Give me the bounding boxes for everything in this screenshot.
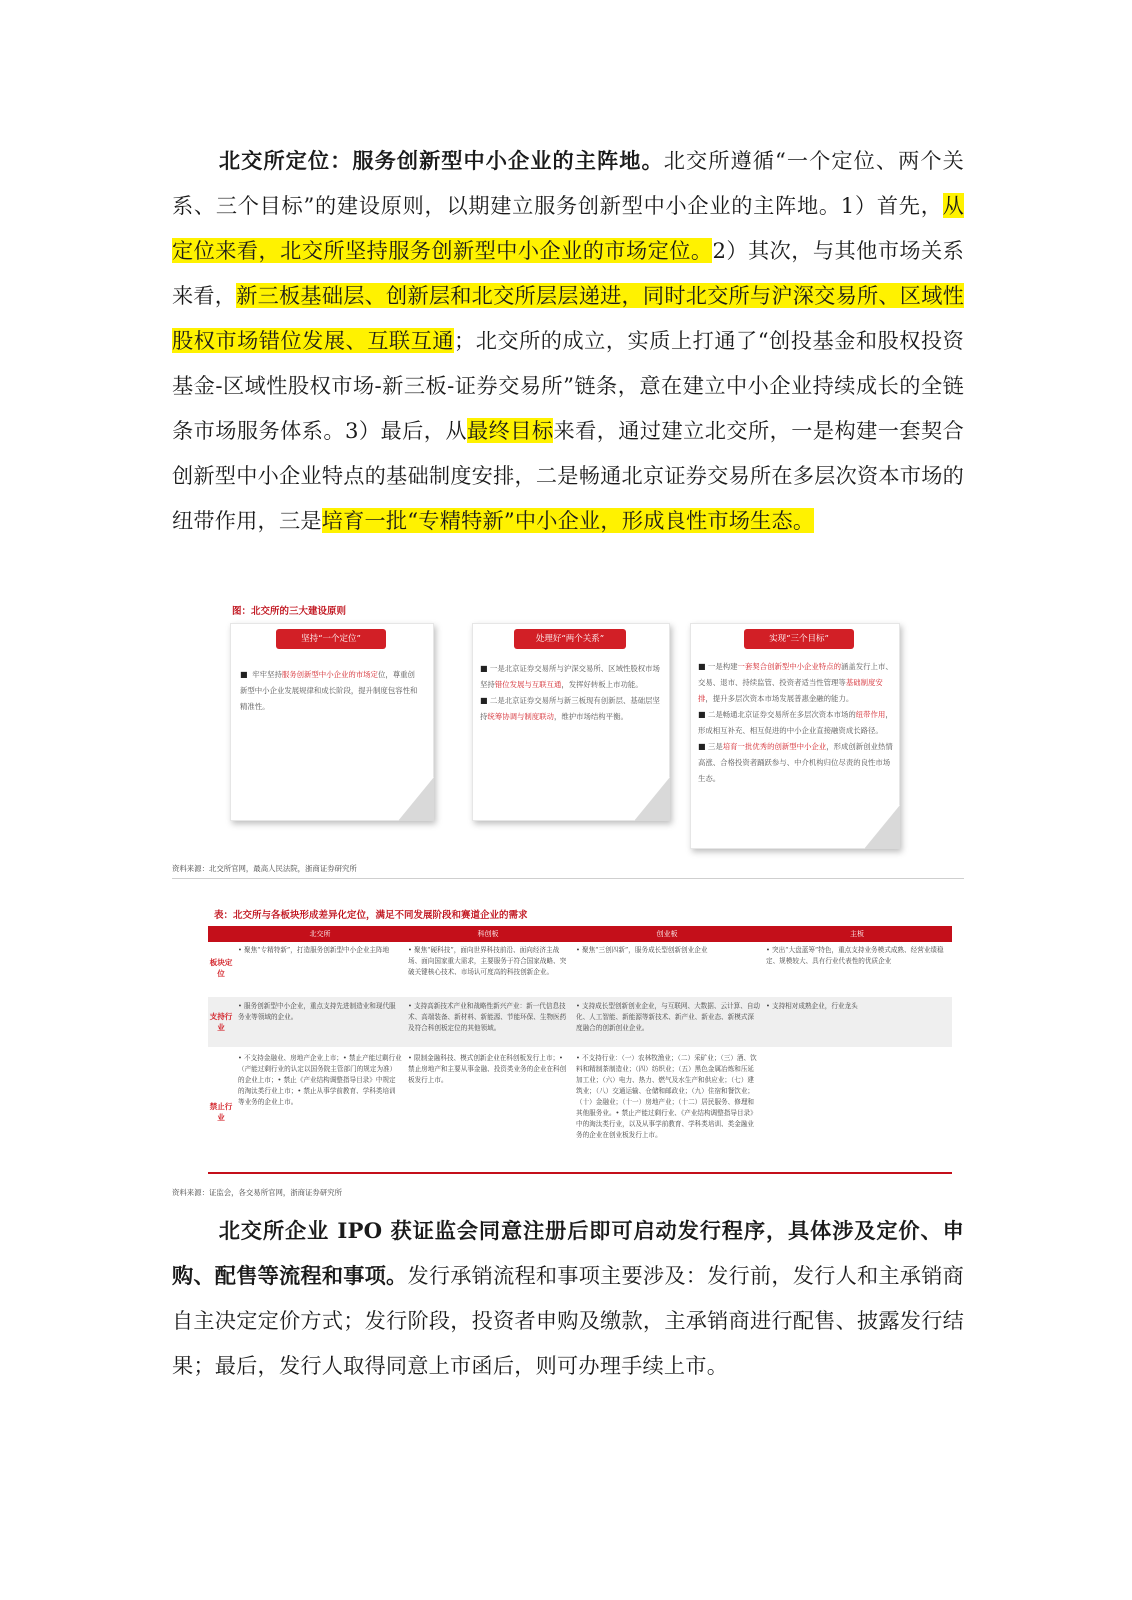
row-label: 禁止行业 xyxy=(209,1102,233,1122)
table-cell: • 不支持行业：（一）农林牧渔业；（二）采矿业；（三）酒、饮料和精制茶制造业；（四）纺织业；（五）黑色金属冶炼和压延加工业；（六）电力、热力、燃气及水生产和供应业；（七）建筑业；（八）交通运输、仓储和邮政业；（九）住宿和餐饮业；（十）金融业；（十一）房地产业；（十二）居民服务、修理和其他服务业。• 禁止产能过剩行业、《产业结构调整指导目录》中的淘汰类行业，以及从事学前教育、学科类培训、类金融业务的企业在创业板发行上市。 xyxy=(576,1054,757,1139)
table-cell: • 支持相对成熟企业，行业龙头 xyxy=(766,1002,858,1010)
principle-card-1 xyxy=(230,623,434,821)
column-header: 主板 xyxy=(762,926,952,942)
figure-source: 资料来源：北交所官网，最高人民法院，浙商证券研究所 xyxy=(172,864,357,873)
table-cell: • 不支持金融业、房地产企业上市；• 禁止产能过剩行业（产能过剩行业的认定以国务院主管部门的规定为准）的企业上市；• 禁止《产业结构调整指导目录》中规定的淘汰类行业上市；• 禁止从事学前教育、学科类培训等业务的企业上市。 xyxy=(238,1054,402,1106)
table-source: 资料来源：证监会，各交易所官网，浙商证券研究所 xyxy=(172,1188,342,1197)
principle-text-3: ■ 一是构建一套契合创新型中小企业特点的涵盖发行上市、交易、退市、持续监管、投资者适当性管理等基础制度安排，提升多层次资本市场发展普惠金融的能力。 ■ 二是畅通北京证券交易所在多层次资本市场的纽带作用，形成相互补充、相互促进的中小企业直接融资成长路径。 ■ 三是培育一批优秀的创新型中小企业，形成创新创业热情高涨、合格投资者踊跃参与、中介机构归位尽责的良性市场生态。 xyxy=(698,662,893,783)
table-cell: • 支持高新技术产业和战略性新兴产业：新一代信息技术、高端装备、新材料、新能源、节能环保、生物医药及符合科创板定位的其他领域。 xyxy=(408,1002,567,1032)
column-header: 创业板 xyxy=(572,926,762,942)
principle-text-2: ■ 一是北京证券交易所与沪深交易所、区域性股权市场坚持错位发展与互联互通，发挥好转板上市功能。 ■ 二是北京证券交易所与新三板现有创新层、基础层坚持统筹协调与制度联动，维护市场结构平衡。 xyxy=(480,664,660,721)
column-header: 科创板 xyxy=(404,926,572,942)
figure-title: 图：北交所的三大建设原则 xyxy=(232,606,347,617)
row-label: 支持行业 xyxy=(209,1012,233,1032)
paragraph-text: 来看，通过建立北交所，一是构建一套契合创新型中小企业特点的基础制度安排，二是畅通北京证券交易所在多层次资本市场的纽带作用，三是 xyxy=(172,418,964,533)
principle-label-2: 处理好“两个关系” xyxy=(514,629,626,649)
table-bottom-rule xyxy=(208,1172,952,1174)
principle-text-1: ■ 牢牢坚持服务创新型中小企业的市场定位，尊重创新型中小企业发展规律和成长阶段，提升制度包容性和精准性。 xyxy=(240,670,418,711)
row-label: 板块定位 xyxy=(209,958,233,978)
table-cell: • 突出“大盘蓝筹”特色，重点支持业务模式成熟、经营业绩稳定、规模较大、具有行业代表性的优质企业 xyxy=(766,946,944,965)
paragraph-text: 发行承销流程和事项主要涉及：发行前，发行人和主承销商自主决定定价方式；发行阶段，投资者申购及缴款，主承销商进行配售、披露发行结果；最后，发行人取得同意上市函后，则可办理手续上市。 xyxy=(172,1263,965,1378)
table-cell: • 服务创新型中小企业，重点支持先进制造业和现代服务业等领域的企业。 xyxy=(238,1002,396,1021)
table-cell: • 聚焦“专精特新”，打造服务创新型中小企业主阵地 xyxy=(238,946,390,954)
paragraph-ipo-process xyxy=(172,1208,964,1388)
principle-label-3: 实现“三个目标” xyxy=(744,629,854,649)
highlight-relations: 新三板基础层、创新层和北交所层层递进，同时北交所与沪深交易所、区域性股权市场错位发展、互联互通 xyxy=(172,283,964,353)
highlight-ecosystem: 培育一批“专精特新”中小企业，形成良性市场生态。 xyxy=(321,508,815,533)
table-cell: • 聚焦“硬科技”，面向世界科技前沿、面向经济主战场、面向国家重大需求，主要服务于符合国家战略、突破关键核心技术、市场认可度高的科技创新企业。 xyxy=(408,946,567,976)
divider xyxy=(172,878,964,879)
highlight-goal: 最终目标 xyxy=(466,418,554,443)
paragraph-text: ；北交所的成立，实质上打通了“创投基金和股权投资基金-区域性股权市场-新三板-证券交易所”链条，意在建立中小企业持续成长的全链条市场服务体系。3）最后，从 xyxy=(172,328,964,443)
paragraph-positioning xyxy=(172,138,964,543)
table-cell: • 限制金融科技、模式创新企业在科创板发行上市；• 禁止房地产和主要从事金融、投资类业务的企业在科创板发行上市。 xyxy=(408,1054,567,1084)
principle-label-1: 坚持“一个定位” xyxy=(276,629,386,649)
paragraph-lead: 北交所定位：服务创新型中小企业的主阵地。 xyxy=(218,148,664,173)
figure-three-principles xyxy=(172,595,964,895)
table-cell: • 聚焦“三创四新”，服务成长型创新创业企业 xyxy=(576,946,708,954)
paragraph-text: 北交所遵循“一个定位、两个关系、三个目标”的建设原则，以期建立服务创新型中小企业的主阵地。1）首先， xyxy=(172,148,964,218)
table-board-comparison xyxy=(172,895,964,1205)
highlight-positioning: 从定位来看，北交所坚持服务创新型中小企业的市场定位。 xyxy=(172,193,964,263)
paragraph-lead: 北交所企业 IPO 获证监会同意注册后即可启动发行程序，具体涉及定价、申购、配售等流程和事项。 xyxy=(172,1218,964,1288)
table-cell: • 支持成长型创新创业企业，与互联网、大数据、云计算、自动化、人工智能、新能源等新技术、新产业、新业态、新模式深度融合的创新创业企业。 xyxy=(576,1002,761,1032)
table-title: 表：北交所与各板块形成差异化定位，满足不同发展阶段和赛道企业的需求 xyxy=(214,910,528,921)
paragraph-text: 2）其次，与其他市场关系来看， xyxy=(172,238,964,308)
column-header: 北交所 xyxy=(236,926,404,942)
